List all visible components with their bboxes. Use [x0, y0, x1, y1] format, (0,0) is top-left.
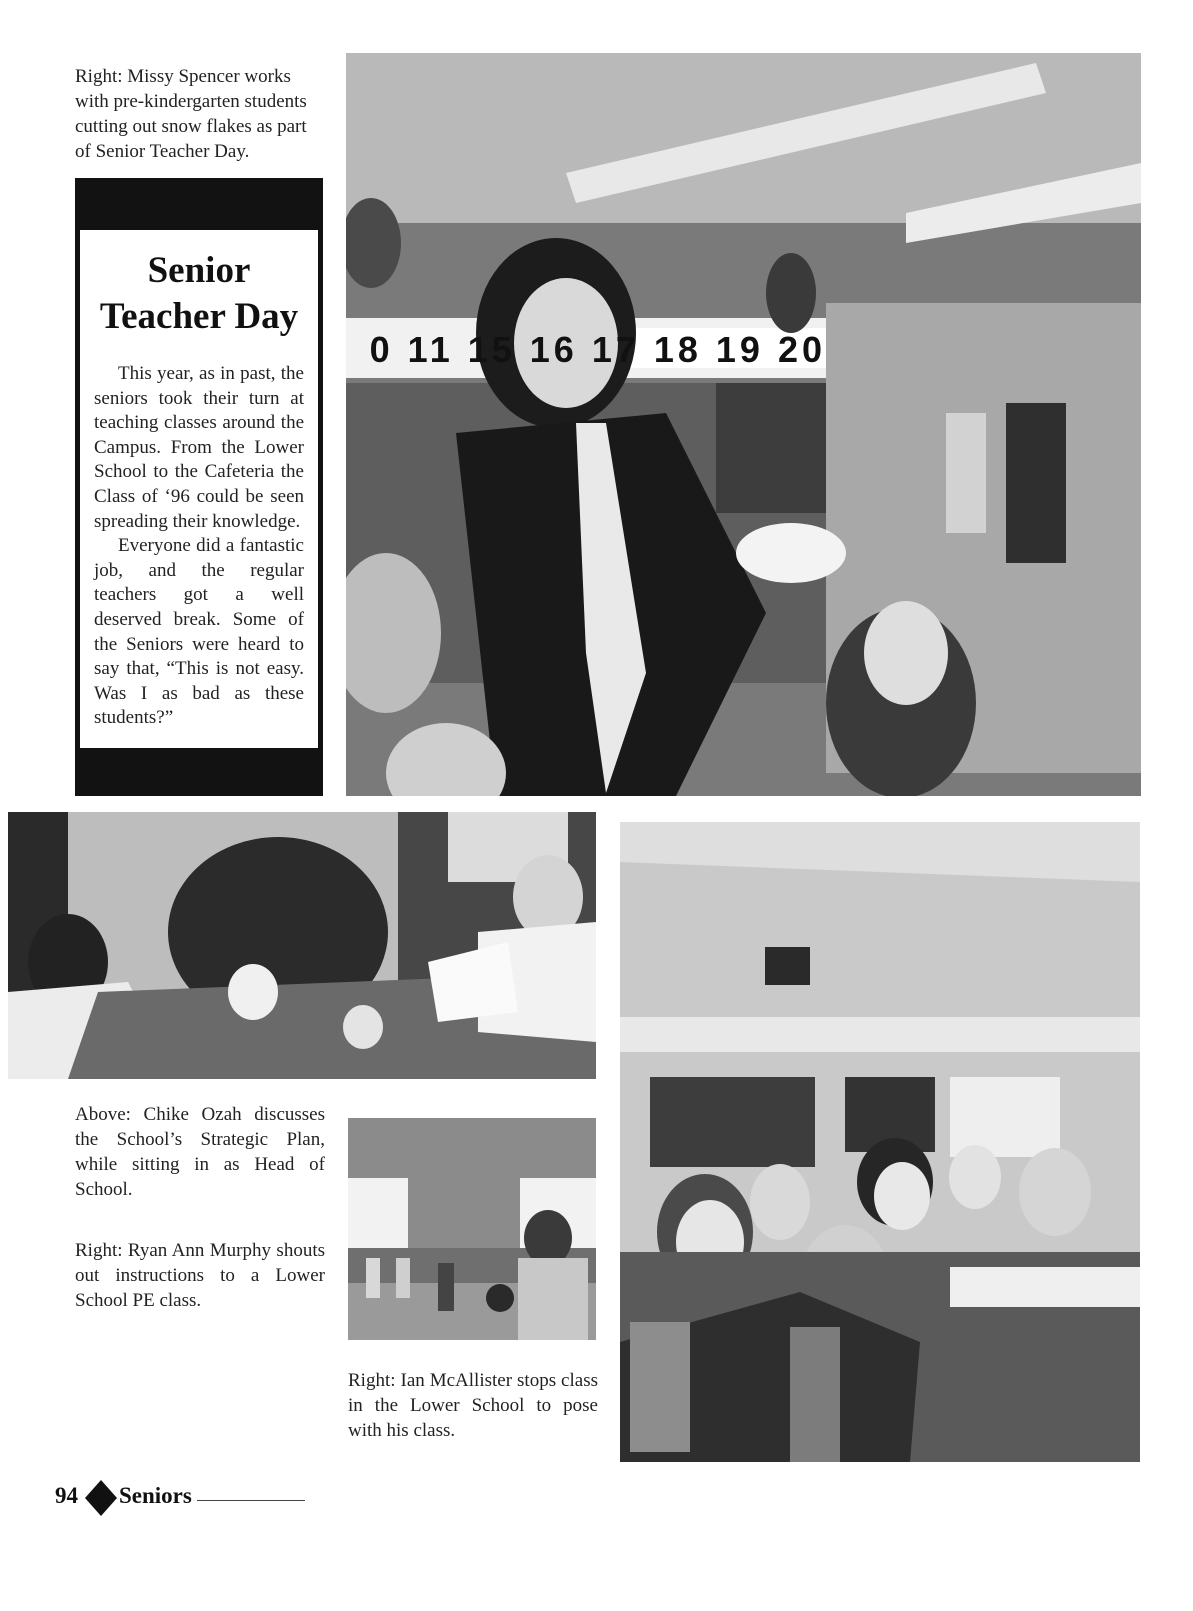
caption-ian-mcallister: Right: Ian McAllister stops class in the Lower School to pose with his class.: [348, 1370, 598, 1441]
page-footer: [55, 1478, 315, 1518]
photo-lower-school-class: [620, 822, 1140, 1462]
photo-number-line: 0 11 15 16 17 18 19 20: [369, 329, 826, 369]
sidebar-title-line2: Teacher Day: [99, 296, 299, 337]
sidebar-body: [94, 362, 304, 731]
sidebar-paragraph: This year, as in past, the seniors took their turn at teaching classes around the Campus. From the Lower School to the Cafeteria the Class of ‘96 could be seen spreading their knowledge.: [94, 363, 304, 532]
caption-ryan-ann-murphy: Right: Ryan Ann Murphy shouts out instructions to a Lower School PE class.: [75, 1240, 325, 1311]
photo-lower-school-pe: [348, 1118, 596, 1340]
page-number: 94: [55, 1483, 78, 1508]
sidebar-paragraph: Everyone did a fantastic job, and the regular teachers got a well deserved break. Some of the Seniors were heard to say that, “This is not easy. Was I as bad as these students?”: [94, 535, 304, 729]
photo-senior-teacher-classroom: [346, 53, 1141, 796]
footer-rule: [197, 1500, 305, 1501]
sidebar-title: [80, 248, 318, 340]
photo-strategic-plan-meeting: [8, 812, 596, 1079]
sidebar-title-line1: Senior: [147, 250, 251, 291]
diamond-icon: [85, 1480, 117, 1516]
caption-missy-spencer: Right: Missy Spencer works with pre-kindergarten students cutting out snow flakes as part of Senior Teacher Day.: [75, 66, 307, 162]
section-name: Seniors: [119, 1483, 192, 1508]
sidebar-panel: [80, 230, 318, 748]
caption-chike-ozah: Above: Chike Ozah discusses the School’s Strategic Plan, while sitting in as Head of School.: [75, 1104, 325, 1200]
